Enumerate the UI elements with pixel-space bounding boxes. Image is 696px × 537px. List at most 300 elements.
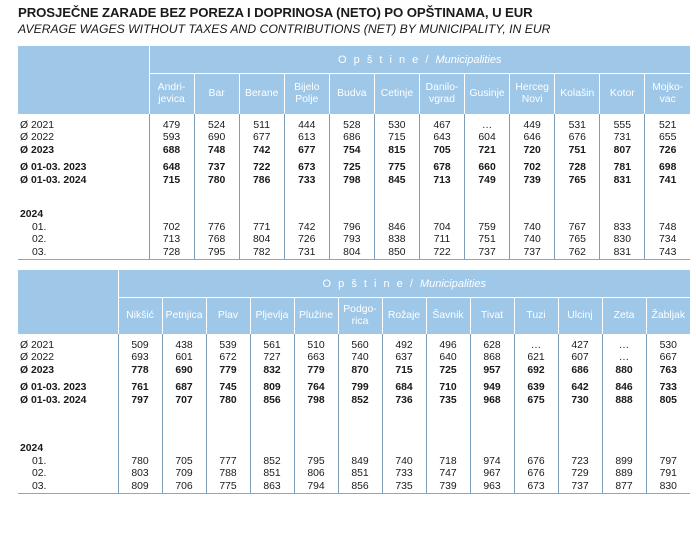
year-row [18, 209, 690, 222]
row-label: Ø 01-03. 2023 [20, 162, 87, 174]
table-cell: 797 [118, 394, 162, 407]
table-cell: 707 [162, 394, 206, 407]
spacer-cell [374, 187, 419, 209]
table-cell: 673 [514, 480, 558, 493]
table-cell: 561 [250, 339, 294, 352]
table-cell: … [514, 339, 558, 352]
table-cell: 791 [646, 468, 690, 481]
table-cell: 830 [646, 480, 690, 493]
table-cell: 967 [470, 468, 514, 481]
table-cell: 702 [149, 221, 194, 234]
table-cell: 479 [149, 119, 194, 132]
table-cell: 467 [419, 119, 464, 132]
table-cell: 863 [250, 480, 294, 493]
table-cell: 795 [294, 455, 338, 468]
table-cell: 737 [558, 480, 602, 493]
table-cell: 743 [645, 246, 690, 259]
table-cell: 733 [646, 382, 690, 395]
table-cell [250, 443, 294, 456]
column-header: Nikšić [118, 298, 162, 335]
table-cell: 539 [206, 339, 250, 352]
table-cell: 648 [149, 162, 194, 175]
table-cell: 678 [419, 162, 464, 175]
table-cell [465, 209, 510, 222]
table-cell: 838 [374, 234, 419, 247]
table-cell: 741 [645, 174, 690, 187]
row-label: 03. [18, 480, 118, 493]
table-cell [555, 209, 600, 222]
table-cell: 593 [149, 132, 194, 145]
table-cell [646, 443, 690, 456]
table-row [18, 394, 690, 407]
spacer-cell [338, 407, 382, 443]
table-cell [239, 209, 284, 222]
spacer-cell [510, 187, 555, 209]
table-cell: 727 [250, 352, 294, 365]
table-cell: 748 [194, 144, 239, 157]
table-cell: 803 [118, 468, 162, 481]
spacer-cell [426, 407, 470, 443]
header-corner [18, 46, 149, 114]
column-header: Tivat [470, 298, 514, 335]
row-label: Ø 01-03. 2024 [20, 174, 87, 186]
table-cell: 726 [645, 144, 690, 157]
table-cell: 613 [284, 132, 329, 145]
column-header: Šavnik [426, 298, 470, 335]
spacer-cell [645, 187, 690, 209]
table-row [18, 455, 690, 468]
table-cell: 709 [162, 468, 206, 481]
table-cell: 740 [338, 352, 382, 365]
table-cell: 643 [419, 132, 464, 145]
row-label: 01. [32, 221, 47, 233]
table-cell: 721 [465, 144, 510, 157]
row-label: Ø 2021 [20, 339, 55, 351]
spacer-cell [465, 187, 510, 209]
table-cell: 723 [558, 455, 602, 468]
table-cell: 496 [426, 339, 470, 352]
table-row [18, 352, 690, 365]
table-cell: 728 [149, 246, 194, 259]
table-cell: 762 [555, 246, 600, 259]
row-label: Ø 2021 [20, 119, 55, 131]
table-cell: 745 [206, 382, 250, 395]
table-cell: 830 [600, 234, 645, 247]
spacer-row [18, 187, 690, 209]
table-cell: 775 [374, 162, 419, 175]
column-header: Petnjica [162, 298, 206, 335]
spacer-cell [600, 187, 645, 209]
table-cell: 833 [600, 221, 645, 234]
column-header: Mojko- vac [645, 74, 690, 115]
group-header-row [18, 46, 690, 74]
table-cell: 777 [206, 455, 250, 468]
table-row [18, 364, 690, 377]
table-cell [470, 443, 514, 456]
spacer-cell [162, 407, 206, 443]
municipalities-group-header [149, 46, 690, 74]
header-corner [18, 270, 118, 334]
column-header: Ulcinj [558, 298, 602, 335]
table-cell: 796 [329, 221, 374, 234]
spacer-cell [555, 187, 600, 209]
table-cell: 660 [465, 162, 510, 175]
table-cell: 779 [294, 364, 338, 377]
table-cell: 735 [382, 480, 426, 493]
year-label: 2024 [20, 443, 44, 455]
table-cell: 768 [194, 234, 239, 247]
table-cell: 804 [329, 246, 374, 259]
spacer-cell [470, 407, 514, 443]
table-cell [162, 443, 206, 456]
year-row [18, 443, 690, 456]
row-label: Ø 01-03. 2024 [20, 394, 87, 406]
table-cell: 729 [558, 468, 602, 481]
spacer-cell [194, 187, 239, 209]
table-cell: 846 [374, 221, 419, 234]
table-cell: 530 [374, 119, 419, 132]
table-cell: 831 [600, 174, 645, 187]
table-cell: 677 [284, 144, 329, 157]
table-cell: 737 [194, 162, 239, 175]
table-cell: 781 [600, 162, 645, 175]
table-cell: 725 [426, 364, 470, 377]
table-row [18, 246, 690, 259]
column-header: Herceg Novi [510, 74, 555, 115]
table-cell [118, 443, 162, 456]
table-cell: 852 [250, 455, 294, 468]
table-row [18, 144, 690, 157]
table-cell: 751 [465, 234, 510, 247]
table-cell: 799 [338, 382, 382, 395]
column-header: Berane [239, 74, 284, 115]
table-cell: 687 [162, 382, 206, 395]
table-cell: 686 [329, 132, 374, 145]
table-cell: 737 [510, 246, 555, 259]
column-header: Gusinje [465, 74, 510, 115]
table-cell [558, 443, 602, 456]
spacer-cell [250, 407, 294, 443]
spacer-cell [284, 187, 329, 209]
table-cell: 740 [382, 455, 426, 468]
table-cell [419, 209, 464, 222]
row-label: 02. [32, 468, 47, 480]
spacer-cell [239, 187, 284, 209]
table-cell: 690 [194, 132, 239, 145]
column-header: Kolašin [555, 74, 600, 115]
table-cell: 637 [382, 352, 426, 365]
table-cell: 740 [510, 234, 555, 247]
table-cell: 706 [162, 480, 206, 493]
table-cell: 851 [250, 468, 294, 481]
table-cell [382, 443, 426, 456]
row-label: Ø 2022 [20, 132, 55, 144]
table-cell: 698 [645, 162, 690, 175]
column-header: Budva [329, 74, 374, 115]
column-header: Žabljak [646, 298, 690, 335]
municipalities-group-header [118, 270, 690, 298]
table-cell [510, 209, 555, 222]
wages-table-2 [18, 270, 690, 494]
document-title: PROSJEČNE ZARADE BEZ POREZA I DOPRINOSA (NETO) PO OPŠTINAMA, U EUR [18, 5, 533, 20]
table-cell: 718 [426, 455, 470, 468]
spacer-cell [419, 187, 464, 209]
spacer-cell [294, 407, 338, 443]
spacer-cell [329, 187, 374, 209]
table-cell: 449 [510, 119, 555, 132]
table-cell: 797 [646, 455, 690, 468]
table-cell: 737 [465, 246, 510, 259]
spacer-cell [382, 407, 426, 443]
table-cell: 786 [239, 174, 284, 187]
table-cell: 849 [338, 455, 382, 468]
column-header: Plužine [294, 298, 338, 335]
table-cell: 663 [294, 352, 338, 365]
table-cell: 765 [555, 174, 600, 187]
table-cell: 642 [558, 382, 602, 395]
table-cell: 509 [118, 339, 162, 352]
table-cell: 877 [602, 480, 646, 493]
spacer-cell [18, 187, 149, 209]
table-cell: 492 [382, 339, 426, 352]
table-cell: 780 [206, 394, 250, 407]
table-cell: 739 [426, 480, 470, 493]
table-cell: 711 [419, 234, 464, 247]
column-header: Pljevlja [250, 298, 294, 335]
table-cell [338, 443, 382, 456]
table-cell: 739 [510, 174, 555, 187]
table-cell: 511 [239, 119, 284, 132]
table-cell: 604 [465, 132, 510, 145]
table-cell: 524 [194, 119, 239, 132]
table-row [18, 221, 690, 234]
table-row [18, 339, 690, 352]
row-label: Ø 2023 [20, 364, 55, 376]
table-cell: 730 [558, 394, 602, 407]
table-cell: 672 [206, 352, 250, 365]
table-cell: 779 [206, 364, 250, 377]
table-cell: 765 [555, 234, 600, 247]
table-cell: 780 [194, 174, 239, 187]
table-cell: 715 [382, 364, 426, 377]
table-cell: 795 [194, 246, 239, 259]
row-label: Ø 2022 [20, 352, 55, 364]
table-cell: 438 [162, 339, 206, 352]
table-cell: 646 [510, 132, 555, 145]
spacer-cell [18, 407, 118, 443]
table-cell: 639 [514, 382, 558, 395]
column-header: Rožaje [382, 298, 426, 335]
table-cell: 601 [162, 352, 206, 365]
table-cell [206, 443, 250, 456]
table-cell [149, 209, 194, 222]
table-cell: 640 [426, 352, 470, 365]
table-cell: 880 [602, 364, 646, 377]
column-header: Tuzi [514, 298, 558, 335]
table-cell: 734 [645, 234, 690, 247]
table-cell: 870 [338, 364, 382, 377]
column-header: Cetinje [374, 74, 419, 115]
table-cell: 742 [239, 144, 284, 157]
table-cell: 555 [600, 119, 645, 132]
table-cell: 974 [470, 455, 514, 468]
table-cell: 704 [419, 221, 464, 234]
table-cell: 725 [329, 162, 374, 175]
table-cell: 736 [382, 394, 426, 407]
spacer-cell [149, 187, 194, 209]
group-header-local: O p š t i n e / [322, 277, 420, 290]
table-cell: 747 [426, 468, 470, 481]
table-row [18, 468, 690, 481]
table-cell: 763 [646, 364, 690, 377]
table-cell: … [465, 119, 510, 132]
column-header: Kotor [600, 74, 645, 115]
row-label: 02. [32, 234, 47, 246]
table-cell: 767 [555, 221, 600, 234]
table-cell: … [602, 339, 646, 352]
spacer-cell [206, 407, 250, 443]
table-cell: 675 [514, 394, 558, 407]
table-cell [294, 443, 338, 456]
table-cell: 720 [510, 144, 555, 157]
column-header: Bijelo Polje [284, 74, 329, 115]
table-cell: 655 [645, 132, 690, 145]
table-cell [194, 209, 239, 222]
table-cell: 852 [338, 394, 382, 407]
table-cell: 805 [646, 394, 690, 407]
table-cell: 761 [118, 382, 162, 395]
table-cell: 748 [645, 221, 690, 234]
table-row [18, 174, 690, 187]
table-cell: 957 [470, 364, 514, 377]
table-cell: 776 [194, 221, 239, 234]
table-cell: 722 [239, 162, 284, 175]
table-cell: 722 [419, 246, 464, 259]
table-cell: 690 [162, 364, 206, 377]
table-cell: 798 [329, 174, 374, 187]
table-cell: 778 [118, 364, 162, 377]
table-cell: 713 [149, 234, 194, 247]
table-row [18, 162, 690, 175]
table-cell: 667 [646, 352, 690, 365]
table-cell: 735 [426, 394, 470, 407]
table-cell: 715 [374, 132, 419, 145]
table-cell: 521 [645, 119, 690, 132]
table-row [18, 234, 690, 247]
table-row [18, 382, 690, 395]
table-cell: 713 [419, 174, 464, 187]
table-cell: 888 [602, 394, 646, 407]
table-cell: 705 [419, 144, 464, 157]
table-cell: 780 [118, 455, 162, 468]
table-cell: 628 [470, 339, 514, 352]
table-cell: 702 [510, 162, 555, 175]
table-cell: 775 [206, 480, 250, 493]
row-label: 03. [18, 246, 149, 259]
row-label: Ø 01-03. 2023 [20, 382, 87, 394]
spacer-cell [514, 407, 558, 443]
table-cell: … [602, 352, 646, 365]
column-header: Zeta [602, 298, 646, 335]
table-cell [645, 209, 690, 222]
table-cell: 705 [162, 455, 206, 468]
spacer-cell [118, 407, 162, 443]
table-cell: 968 [470, 394, 514, 407]
table-cell: 949 [470, 382, 514, 395]
group-header-en: Municipalities [435, 53, 502, 66]
table-cell: 742 [284, 221, 329, 234]
table-row [18, 119, 690, 132]
table-cell [374, 209, 419, 222]
table-cell [284, 209, 329, 222]
table-cell: 427 [558, 339, 602, 352]
table-cell: 771 [239, 221, 284, 234]
table-cell: 809 [250, 382, 294, 395]
table-cell: 845 [374, 174, 419, 187]
table-row [18, 132, 690, 145]
table-cell: 782 [239, 246, 284, 259]
table-cell: 889 [602, 468, 646, 481]
table-cell: 686 [558, 364, 602, 377]
document-subtitle: AVERAGE WAGES WITHOUT TAXES AND CONTRIBUTIONS (NET) BY MUNICIPALITY, IN EUR [18, 22, 551, 36]
group-header-en: Municipalities [419, 277, 486, 290]
table-cell: 726 [284, 234, 329, 247]
table-cell: 676 [555, 132, 600, 145]
table-cell: 621 [514, 352, 558, 365]
spacer-cell [558, 407, 602, 443]
table-cell: 676 [514, 468, 558, 481]
table-cell: 809 [118, 480, 162, 493]
table-cell: 731 [600, 132, 645, 145]
table-cell: 856 [250, 394, 294, 407]
table-cell: 759 [465, 221, 510, 234]
table-cell: 528 [329, 119, 374, 132]
table-cell: 806 [294, 468, 338, 481]
spacer-row [18, 407, 690, 443]
row-label: Ø 2023 [20, 144, 55, 156]
spacer-cell [602, 407, 646, 443]
table-cell: 676 [514, 455, 558, 468]
table-cell [602, 443, 646, 456]
table-cell [329, 209, 374, 222]
column-header: Andri- jevica [149, 74, 194, 115]
table-cell: 899 [602, 455, 646, 468]
column-header: Bar [194, 74, 239, 115]
table-cell: 963 [470, 480, 514, 493]
table-cell: 733 [284, 174, 329, 187]
row-label: 01. [32, 455, 47, 467]
table-cell [514, 443, 558, 456]
column-header: Podgo- rica [338, 298, 382, 335]
table-cell: 815 [374, 144, 419, 157]
table-cell: 764 [294, 382, 338, 395]
table-cell: 850 [374, 246, 419, 259]
group-header-row [18, 270, 690, 298]
table-cell: 788 [206, 468, 250, 481]
table-cell: 677 [239, 132, 284, 145]
table-cell: 851 [338, 468, 382, 481]
table-cell: 846 [602, 382, 646, 395]
table-cell: 832 [250, 364, 294, 377]
column-header: Danilo- vgrad [419, 74, 464, 115]
wages-table-1 [18, 46, 690, 260]
table-cell: 868 [470, 352, 514, 365]
spacer-cell [646, 407, 690, 443]
table-cell: 607 [558, 352, 602, 365]
column-header-row [18, 298, 690, 335]
table-cell: 692 [514, 364, 558, 377]
table-cell: 715 [149, 174, 194, 187]
